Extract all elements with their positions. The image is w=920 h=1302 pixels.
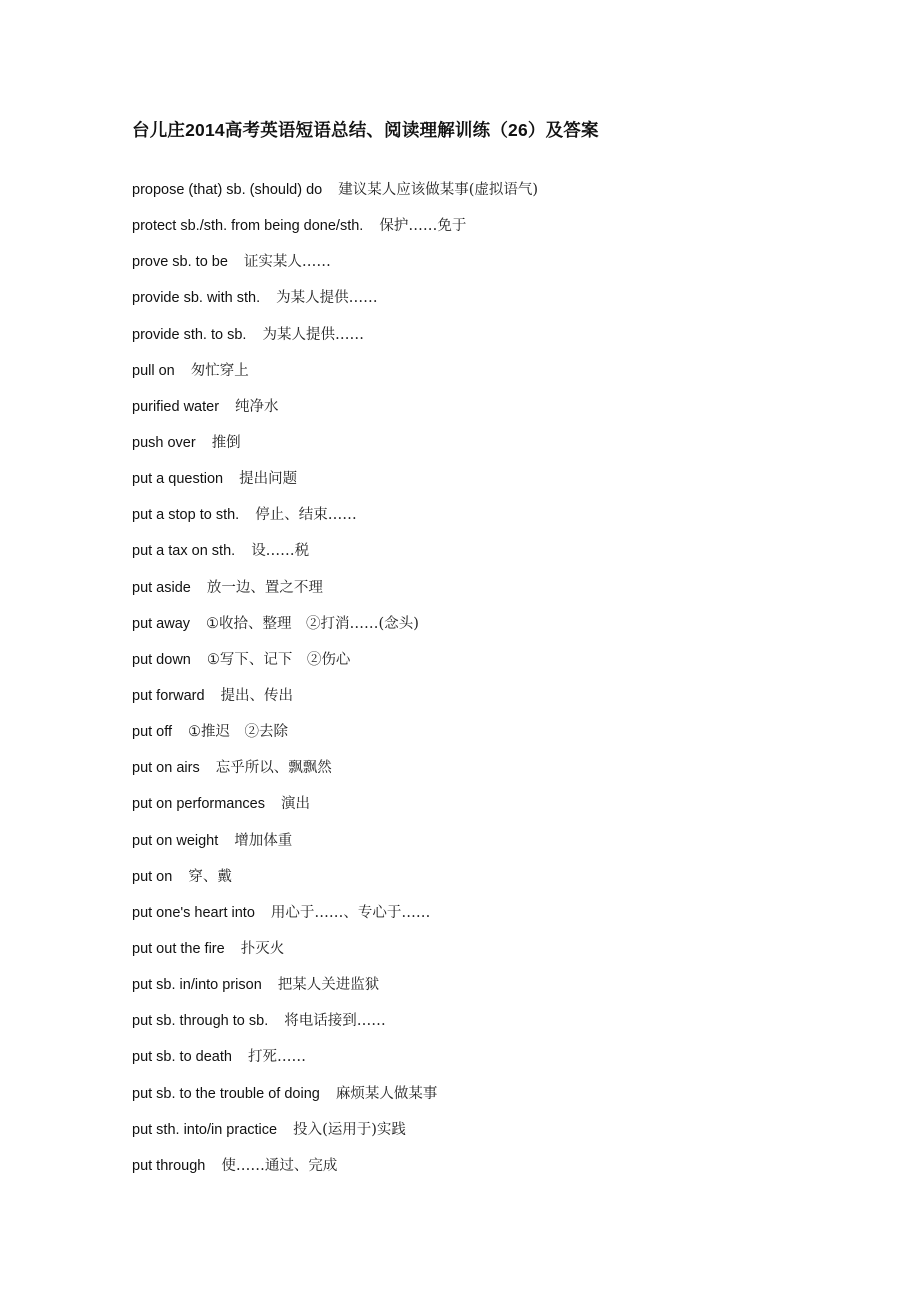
phrase-entry	[132, 1154, 538, 1190]
phrase-chinese-meaning: 设……税	[251, 543, 310, 560]
phrase-entry	[132, 1045, 538, 1081]
phrase-entry	[132, 684, 538, 720]
phrase-english: put aside	[132, 579, 191, 596]
phrase-entry	[132, 359, 538, 395]
phrase-entry	[132, 286, 538, 322]
phrase-list	[132, 178, 538, 1190]
phrase-chinese-meaning: 打死……	[247, 1049, 306, 1066]
phrase-entry	[132, 1082, 538, 1118]
phrase-chinese-meaning: 提出问题	[239, 471, 298, 488]
phrase-english: put sb. through to sb.	[132, 1013, 269, 1030]
phrase-english: put away	[132, 615, 191, 632]
phrase-entry	[132, 1118, 538, 1154]
phrase-chinese-meaning: ①收拾、整理 ②打消……(念头)	[206, 615, 419, 632]
phrase-chinese-meaning: 为某人提供……	[262, 326, 364, 343]
phrase-entry	[132, 539, 538, 575]
phrase-chinese-meaning: 为某人提供……	[276, 290, 378, 307]
phrase-chinese-meaning: 增加体重	[234, 832, 293, 849]
phrase-chinese-meaning: 纯净水	[235, 398, 279, 415]
phrase-chinese-meaning: 忘乎所以、飘飘然	[215, 760, 332, 777]
phrase-english: put on performances	[132, 796, 265, 813]
phrase-chinese-meaning: 建议某人应该做某事(虚拟语气)	[338, 182, 539, 198]
phrase-chinese-meaning: 提出、传出	[220, 687, 294, 704]
phrase-english: push over	[132, 434, 196, 451]
phrase-chinese-meaning: 停止、结束……	[255, 507, 357, 524]
phrase-english: protect sb./sth. from being done/sth.	[132, 218, 364, 235]
phrase-entry	[132, 503, 538, 539]
phrase-entry	[132, 865, 538, 901]
phrase-chinese-meaning: 扑灭火	[240, 940, 285, 957]
phrase-entry	[132, 937, 538, 973]
phrase-english: put a tax on sth.	[132, 543, 236, 560]
phrase-entry	[132, 250, 538, 286]
phrase-chinese-meaning: 推倒	[211, 434, 241, 451]
phrase-chinese-meaning: 使……通过、完成	[221, 1157, 338, 1174]
phrase-english: put on weight	[132, 832, 219, 849]
phrase-entry	[132, 395, 538, 431]
phrase-chinese-meaning: ①写下、记下 ②伤心	[206, 651, 351, 668]
phrase-english: put sb. to the trouble of doing	[132, 1085, 320, 1102]
phrase-english: put on airs	[132, 760, 200, 777]
phrase-english: provide sb. with sth.	[132, 290, 261, 307]
phrase-entry	[132, 756, 538, 792]
phrase-english: put off	[132, 724, 173, 741]
phrase-english: put a stop to sth.	[132, 507, 240, 524]
phrase-chinese-meaning: 演出	[281, 796, 310, 813]
phrase-english: put sb. in/into prison	[132, 977, 262, 994]
phrase-english: pull on	[132, 362, 175, 379]
phrase-english: put forward	[132, 687, 205, 704]
phrase-entry	[132, 648, 538, 684]
phrase-entry	[132, 973, 538, 1009]
phrase-entry	[132, 178, 538, 214]
phrase-english: purified water	[132, 398, 220, 415]
phrase-chinese-meaning: 证实某人……	[243, 254, 331, 271]
phrase-chinese-meaning: 把某人关进监狱	[277, 977, 380, 994]
phrase-entry	[132, 720, 538, 756]
phrase-chinese-meaning: 匆忙穿上	[190, 362, 249, 379]
phrase-chinese-meaning: 保护……免于	[379, 218, 467, 235]
phrase-english: put on	[132, 868, 173, 885]
phrase-entry	[132, 323, 538, 359]
phrase-entry	[132, 467, 538, 503]
phrase-entry	[132, 576, 538, 612]
phrase-english: put sb. to death	[132, 1049, 232, 1066]
phrase-chinese-meaning: 穿、戴	[188, 868, 232, 885]
document-title: 台儿庄2014高考英语短语总结、阅读理解训练（26）及答案	[132, 120, 599, 140]
phrase-chinese-meaning: ①推迟 ②去除	[188, 724, 289, 741]
phrase-chinese-meaning: 麻烦某人做某事	[335, 1085, 438, 1102]
phrase-english: put a question	[132, 471, 224, 488]
phrase-english: provide sth. to sb.	[132, 326, 247, 343]
phrase-chinese-meaning: 用心于……、专心于……	[270, 904, 431, 921]
phrase-entry	[132, 431, 538, 467]
phrase-english: prove sb. to be	[132, 254, 228, 271]
phrase-english: put through	[132, 1157, 206, 1174]
phrase-chinese-meaning: 投入(运用于)实践	[293, 1121, 406, 1138]
phrase-entry	[132, 829, 538, 865]
phrase-english: put down	[132, 651, 191, 668]
phrase-english: put out the fire	[132, 940, 225, 957]
phrase-chinese-meaning: 将电话接到……	[284, 1013, 386, 1030]
phrase-english: put one's heart into	[132, 904, 255, 921]
phrase-chinese-meaning: 放一边、置之不理	[206, 579, 323, 596]
phrase-english: propose (that) sb. (should) do	[132, 182, 323, 198]
phrase-entry	[132, 612, 538, 648]
phrase-entry	[132, 792, 538, 828]
phrase-english: put sth. into/in practice	[132, 1121, 278, 1138]
phrase-entry	[132, 1009, 538, 1045]
phrase-entry	[132, 901, 538, 937]
phrase-entry	[132, 214, 538, 250]
